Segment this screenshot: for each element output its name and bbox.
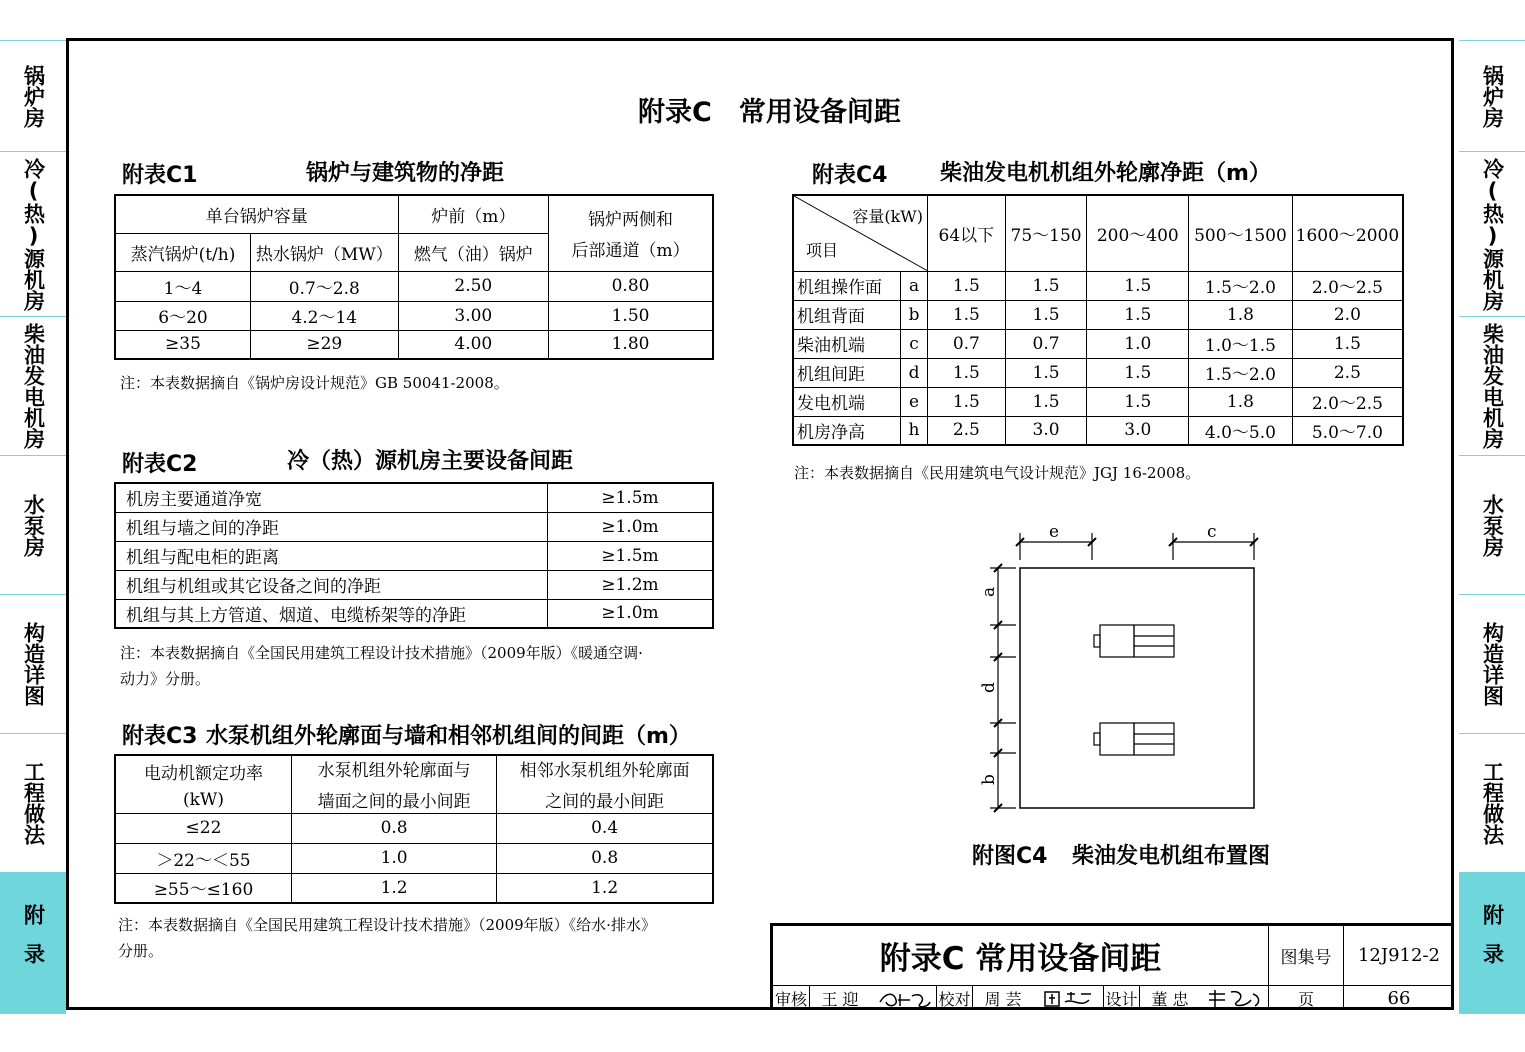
left-sidebar <box>0 0 66 1052</box>
generator-layout-figure <box>960 515 1280 825</box>
table-row: 机房净高 h 2.5 3.0 3.0 4.0～5.0 5.0～7.0 <box>793 416 1403 445</box>
atlas-label: 图集号 <box>1280 948 1332 968</box>
table-row: 机组操作面 a 1.5 1.5 1.5 1.5～2.0 2.0～2.5 <box>793 271 1403 300</box>
sidebar-tab-chiller[interactable]: 冷(热)源机房 <box>1480 157 1505 311</box>
c1-note: 注：本表数据摘自《锅炉房设计规范》GB 50041-2008。 <box>120 374 509 392</box>
c4-corner-header: 容量(kW) 项目 <box>793 195 927 271</box>
checker-name: 周 芸 <box>984 989 1022 1009</box>
c3-head-power: 电动机额定功率 (kW) <box>115 755 291 813</box>
table-row: ≤22 0.8 0.4 <box>115 813 713 843</box>
sidebar-tab-chiller[interactable]: 冷(热)源机房 <box>21 157 46 311</box>
c1-head-capacity: 单台锅炉容量 <box>115 195 398 233</box>
sidebar-tab-method[interactable]: 工程做法 <box>21 761 46 845</box>
c4-col: 75～150 <box>1005 195 1087 271</box>
c3-head-adjacent: 相邻水泵机组外轮廓面 之间的最小间距 <box>497 755 713 813</box>
page-title: 附录C 常用设备间距 <box>638 97 901 128</box>
c3-label: 附表C3 <box>122 724 198 749</box>
table-row: 1～4 0.7～2.8 2.50 0.80 <box>115 271 713 301</box>
sidebar-tab-pump[interactable]: 水泵房 <box>1480 493 1505 557</box>
c3-head-wall: 水泵机组外轮廓面与 墙面之间的最小间距 <box>291 755 496 813</box>
table-row: 发电机端 e 1.5 1.5 1.5 1.8 2.0～2.5 <box>793 387 1403 416</box>
title-block <box>770 923 1454 1010</box>
table-row: 机组间距 d 1.5 1.5 1.5 1.5～2.0 2.5 <box>793 358 1403 387</box>
c4-note: 注：本表数据摘自《民用建筑电气设计规范》JGJ 16-2008。 <box>794 464 1201 482</box>
dim-d-label: d <box>979 682 999 693</box>
c2-note: 注：本表数据摘自《全国民用建筑工程设计技术措施》（2009年版）《暖通空调· 动力》分册。 <box>120 644 643 688</box>
table-row: 机组与墙之间的净距 ≥1.0m <box>115 512 713 541</box>
designer-name: 董 忠 <box>1151 989 1189 1009</box>
c4-label: 附表C4 <box>812 163 888 188</box>
page-number: 66 <box>1387 987 1411 1009</box>
figure-caption-label: 附图C4 <box>972 844 1048 869</box>
c4-col: 1600～2000 <box>1292 195 1403 271</box>
table-row: 机组背面 b 1.5 1.5 1.5 1.8 2.0 <box>793 300 1403 329</box>
c4-col: 500～1500 <box>1189 195 1293 271</box>
room-outline <box>1020 568 1254 808</box>
table-row: 机组与机组或其它设备之间的净距 ≥1.2m <box>115 570 713 599</box>
titleblock-title: 附录C 常用设备间距 <box>879 941 1162 977</box>
c1-head-steam: 蒸汽锅炉(t/h) <box>115 233 250 271</box>
c1-head-front: 炉前（m） <box>398 195 548 233</box>
c4-col: 64以下 <box>927 195 1005 271</box>
generator-unit <box>1094 625 1174 657</box>
sidebar-tab-appendix[interactable]: 附录 <box>0 872 66 1014</box>
atlas-number: 12J912-2 <box>1357 945 1440 966</box>
sidebar-tab-boiler[interactable]: 锅炉房 <box>21 64 46 128</box>
c1-label: 附表C1 <box>122 163 198 188</box>
c3-table <box>114 754 714 904</box>
dim-b-label: b <box>979 774 999 785</box>
table-row: 机组与配电柜的距离 ≥1.5m <box>115 541 713 570</box>
table-row: 柴油机端 c 0.7 0.7 1.0 1.0～1.5 1.5 <box>793 329 1403 358</box>
table-row: 6～20 4.2～14 3.00 1.50 <box>115 301 713 330</box>
sidebar-tab-appendix[interactable]: 附录 <box>1459 872 1525 1014</box>
dim-a-label: a <box>979 586 999 597</box>
c2-table <box>114 482 714 629</box>
c1-head-hot: 热水锅炉（MW） <box>250 233 398 271</box>
table-row: ≥55～≤160 1.2 1.2 <box>115 873 713 903</box>
design-label: 设计 <box>1105 989 1138 1009</box>
sidebar-tab-generator[interactable]: 柴油发电机房 <box>21 323 46 449</box>
sidebar-tab-pump[interactable]: 水泵房 <box>21 493 46 557</box>
c1-table <box>114 194 714 360</box>
page-label: 页 <box>1297 989 1314 1009</box>
reviewer-name: 王 迎 <box>821 989 859 1009</box>
sidebar-tab-boiler[interactable]: 锅炉房 <box>1480 64 1505 128</box>
dim-c-label: c <box>1207 522 1217 542</box>
figure-caption: 柴油发电机组布置图 <box>1072 844 1271 869</box>
table-row: ＞22～＜55 1.0 0.8 <box>115 843 713 873</box>
check-label: 校对 <box>938 989 971 1009</box>
c2-label: 附表C2 <box>122 452 198 477</box>
review-label: 审核 <box>774 989 807 1009</box>
sidebar-tab-detail[interactable]: 构造详图 <box>21 622 46 706</box>
dim-e-label: e <box>1049 522 1060 542</box>
c1-title: 锅炉与建筑物的净距 <box>306 161 505 186</box>
table-row: ≥35 ≥29 4.00 1.80 <box>115 330 713 359</box>
right-sidebar <box>1459 0 1525 1052</box>
c4-col: 200～400 <box>1087 195 1189 271</box>
c1-head-side: 锅炉两侧和 后部通道（m） <box>549 195 713 271</box>
generator-unit <box>1094 723 1174 755</box>
table-row: 机组与其上方管道、烟道、电缆桥架等的净距 ≥1.0m <box>115 599 713 628</box>
sidebar-tab-method[interactable]: 工程做法 <box>1480 761 1505 845</box>
sidebar-tab-detail[interactable]: 构造详图 <box>1480 622 1505 706</box>
c4-title: 柴油发电机机组外轮廓净距（m） <box>940 161 1271 186</box>
c1-head-gas: 燃气（油）锅炉 <box>398 233 548 271</box>
c3-title: 水泵机组外轮廓面与墙和相邻机组间的间距（m） <box>206 724 691 749</box>
checker-signature <box>1041 988 1097 1010</box>
c3-note: 注：本表数据摘自《全国民用建筑工程设计技术措施》（2009年版）《给水·排水》 分册。 <box>118 916 656 960</box>
c2-title: 冷（热）源机房主要设备间距 <box>287 449 574 474</box>
reviewer-signature <box>876 988 932 1010</box>
sidebar-tab-generator[interactable]: 柴油发电机房 <box>1480 323 1505 449</box>
table-row: 机房主要通道净宽 ≥1.5m <box>115 483 713 512</box>
c4-table <box>792 194 1404 446</box>
designer-signature <box>1205 988 1265 1010</box>
